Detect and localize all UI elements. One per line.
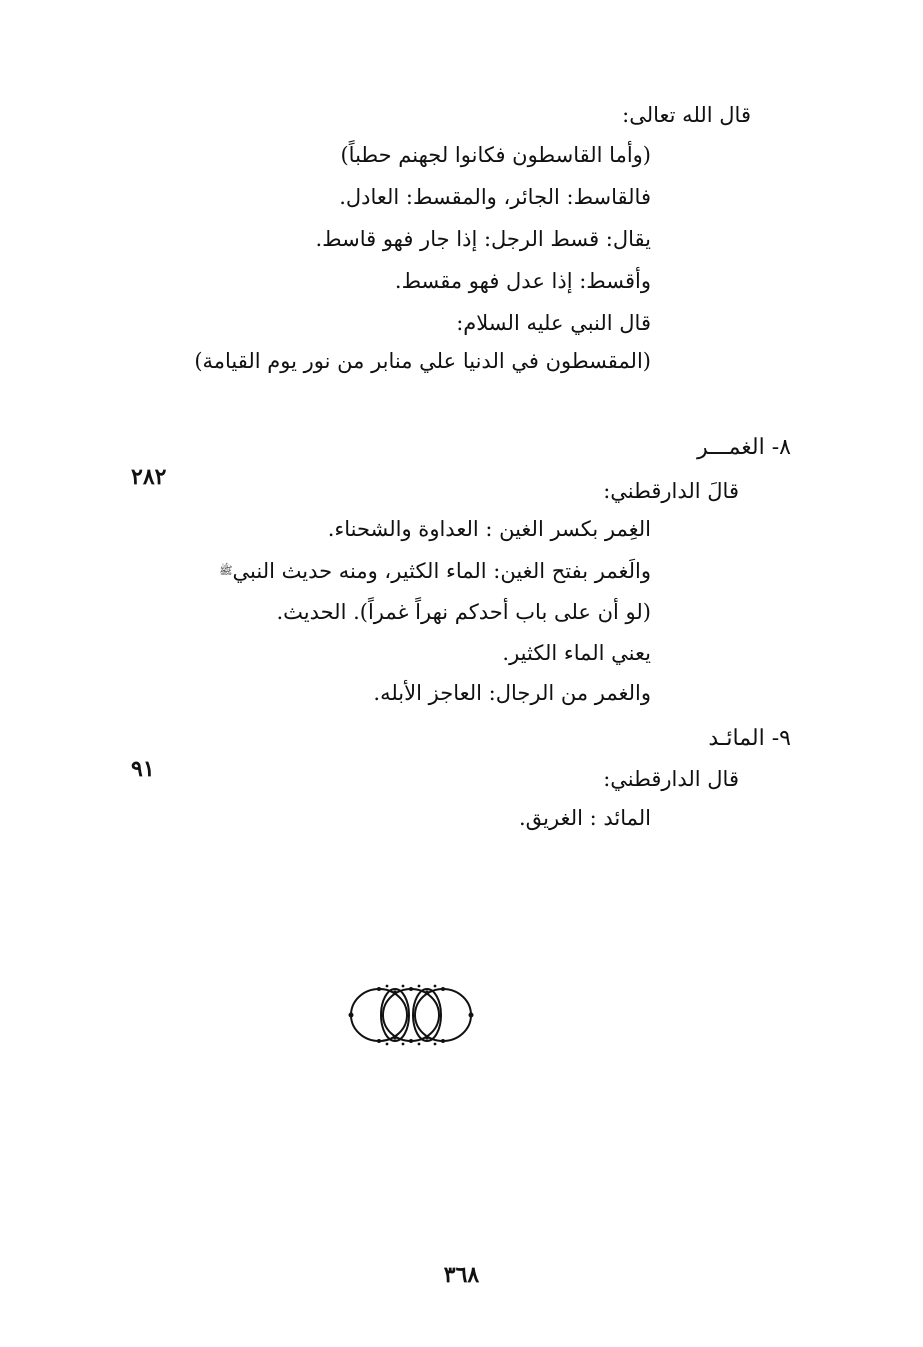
- entry-9-reference-number: ٩١: [131, 756, 155, 782]
- entry-8-source: قالَ الدارقطني:: [603, 479, 739, 503]
- definition-line: فالقاسط: الجائر، والمقسط: العادل.: [339, 185, 651, 209]
- page-number: ٣٦٨: [443, 1262, 480, 1288]
- entry-8-heading: ٨- الغمـــر: [697, 435, 791, 460]
- entry-8-line: يعني الماء الكثير.: [502, 641, 651, 665]
- salla-honorific: ﷺ: [219, 564, 233, 577]
- entry-9-line: المائد : الغريق.: [518, 806, 651, 830]
- quran-verse: (وأما القاسطون فكانوا لجهنم حطباً): [340, 143, 651, 167]
- definition-line: يقال: قسط الرجل: إذا جار فهو قاسط.: [315, 227, 651, 251]
- hadith-intro: قال النبي عليه السلام:: [456, 311, 651, 335]
- entry-8-line: والغمر من الرجال: العاجز الأبله.: [373, 681, 651, 705]
- entry-8-line-text: والَغمر بفتح الغين: الماء الكثير، ومنه حديث النبي: [232, 559, 651, 583]
- entry-8-reference-number: ٢٨٢: [131, 464, 167, 490]
- entry-9-heading: ٩- المائـد: [708, 726, 791, 751]
- entry-9-source: قال الدارقطني:: [603, 767, 739, 791]
- definition-line: وأقسط: إذا عدل فهو مقسط.: [394, 269, 651, 293]
- passage-intro: قال الله تعالى:: [622, 103, 751, 127]
- hadith-text: (المقسطون في الدنيا علي منابر من نور يوم القيامة): [194, 349, 651, 373]
- entry-8-line: الغِمر بكسر الغين : العداوة والشحناء.: [327, 517, 651, 541]
- entry-8-line: [219, 556, 651, 586]
- decorative-ornament-icon: [345, 980, 477, 1050]
- entry-8-line: (لو أن على باب أحدكم نهراً غمراً). الحديث.: [276, 600, 651, 624]
